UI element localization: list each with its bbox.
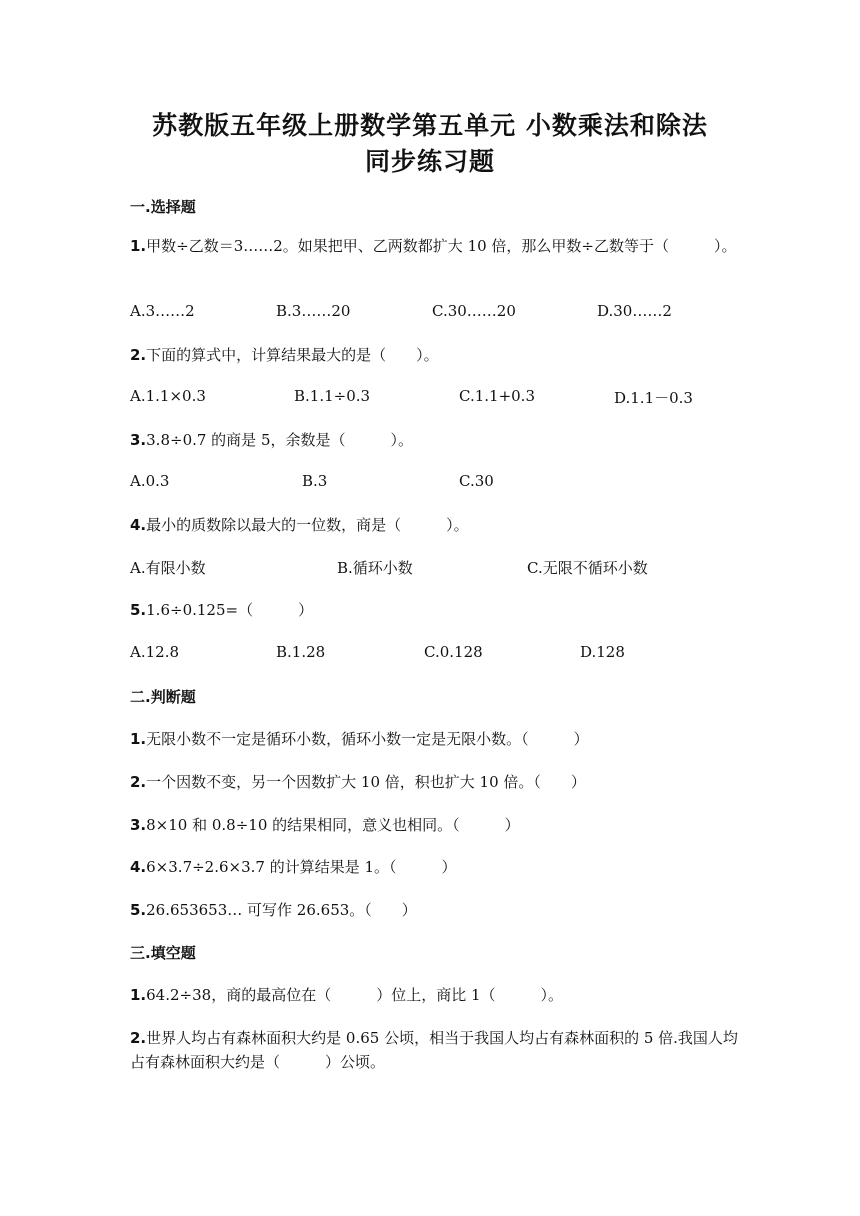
question-text: 甲数÷乙数＝3……2。如果把甲、乙两数都扩大 10 倍，那么甲数÷乙数等于（ ）。 (146, 237, 737, 255)
question-text: 1.6÷0.125=（ ） (146, 601, 314, 619)
question-number: 5. (130, 901, 147, 919)
question-text: 3.8÷0.7 的商是 5，余数是（ ）。 (146, 431, 413, 449)
choice-option: B.1.28 (276, 643, 326, 661)
choice-option: B.3……20 (276, 302, 351, 320)
section-heading-choice: 一.选择题 (130, 198, 196, 216)
section-heading-judge: 二.判断题 (130, 688, 196, 706)
question-number: 5. (130, 601, 147, 619)
choice-option: D.30……2 (597, 302, 672, 320)
question-number: 1. (130, 986, 147, 1004)
choice-option: B.循环小数 (337, 559, 413, 577)
choice-option: A.12.8 (130, 643, 179, 661)
question-number: 2. (130, 773, 147, 791)
choice-option: A.3……2 (130, 302, 195, 320)
section-heading-fill: 三.填空题 (130, 944, 196, 962)
judge-question-4 (130, 855, 740, 879)
choice-question-2 (130, 343, 740, 367)
judge-question-3 (130, 813, 740, 837)
question-text: 最小的质数除以最大的一位数，商是（ ）。 (146, 516, 469, 534)
question-text: 世界人均占有森林面积大约是 0.65 公顷，相当于我国人均占有森林面积的 5 倍.我国人均占有森林面积大约是（ ）公顷。 (130, 1029, 738, 1071)
question-number: 1. (130, 730, 147, 748)
page-subtitle: 同步练习题 (364, 147, 495, 176)
question-text: 6×3.7÷2.6×3.7 的计算结果是 1。（ ） (146, 858, 457, 876)
choice-question-1 (130, 234, 740, 258)
question-text: 64.2÷38，商的最高位在（ ）位上，商比 1（ ）。 (146, 986, 564, 1004)
question-text: 一个因数不变，另一个因数扩大 10 倍，积也扩大 10 倍。（ ） (146, 773, 586, 791)
judge-question-2 (130, 770, 740, 794)
choice-option: C.30 (459, 472, 494, 490)
question-number: 3. (130, 816, 147, 834)
choice-option: B.3 (302, 472, 328, 490)
question-text: 8×10 和 0.8÷10 的结果相同，意义也相同。（ ） (146, 816, 520, 834)
choice-option: A.1.1×0.3 (130, 387, 206, 405)
choice-option: A.有限小数 (130, 559, 206, 577)
choice-option: D.1.1－0.3 (614, 389, 693, 407)
choice-option: B.1.1÷0.3 (294, 387, 371, 405)
choice-question-3 (130, 428, 740, 452)
question-number: 3. (130, 431, 147, 449)
choice-question-5 (130, 598, 740, 622)
judge-question-5 (130, 898, 740, 922)
page-title: 苏教版五年级上册数学第五单元 小数乘法和除法 (152, 111, 708, 140)
question-text: 26.653653… 可写作 26.653。（ ） (146, 901, 417, 919)
fill-question-1 (130, 983, 740, 1007)
question-number: 2. (130, 346, 147, 364)
choice-question-4 (130, 513, 740, 537)
question-text: 无限小数不一定是循环小数，循环小数一定是无限小数。（ ） (146, 730, 589, 748)
choice-option: A.0.3 (130, 472, 170, 490)
choice-option: C.30……20 (432, 302, 516, 320)
question-number: 1. (130, 237, 147, 255)
question-number: 4. (130, 858, 147, 876)
choice-option: C.无限不循环小数 (527, 559, 648, 577)
judge-question-1 (130, 727, 740, 751)
choice-option: D.128 (580, 643, 625, 661)
question-number: 2. (130, 1029, 147, 1047)
fill-question-2 (130, 1026, 740, 1074)
question-text: 下面的算式中，计算结果最大的是（ ）。 (146, 346, 439, 364)
choice-option: C.1.1+0.3 (459, 387, 535, 405)
question-number: 4. (130, 516, 147, 534)
choice-option: C.0.128 (424, 643, 483, 661)
